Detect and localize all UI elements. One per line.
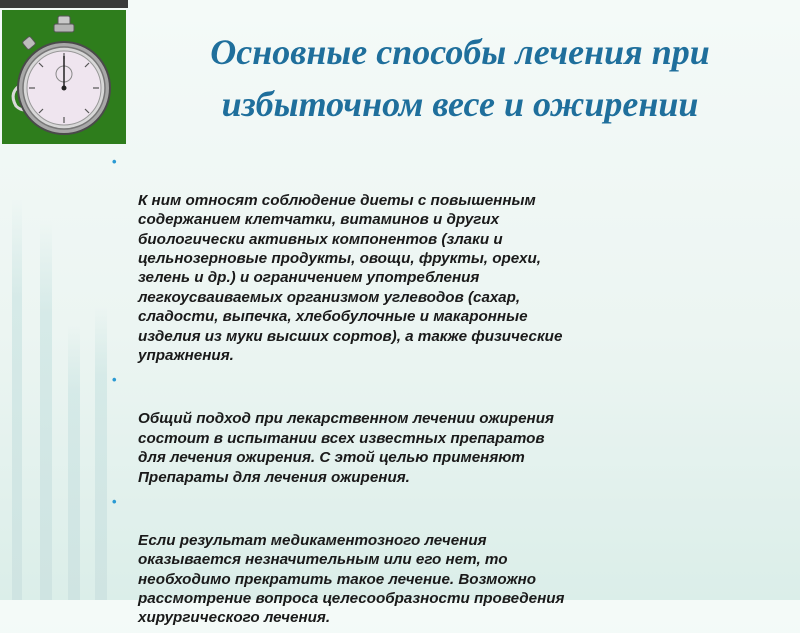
slide-title-line-2: избыточном весе и ожирении: [221, 84, 699, 124]
list-item: [112, 492, 782, 628]
stopwatch-logo: [2, 10, 126, 144]
bullet-marker: •: [112, 493, 117, 509]
list-item: [112, 152, 782, 365]
decorative-bar: [12, 198, 22, 600]
corner-band: [0, 0, 128, 8]
bullet-marker: •: [112, 154, 117, 169]
bullet-list: [112, 152, 782, 633]
decorative-bar: [68, 325, 80, 600]
decorative-bars: [0, 160, 130, 600]
decorative-bar: [40, 220, 52, 600]
bullet-marker: •: [112, 372, 117, 388]
list-item-text: Если результат медикаментозного лечения оказывается незначительным или его нет, то необходимо прекратить такое лечение. Возможно рассмотрение вопроса целесообразности проведения хирургического лечения.: [138, 531, 565, 627]
list-item-text: К ним относят соблюдение диеты с повышенным содержанием клетчатки, витаминов и других биологически активных компонентов (злаки и цельнозерновые продукты, овощи, фрукты, орехи, зелень и др.) и ограничением употребления легкоусваиваемых организмом углеводов (сахар, сладости, выпечка, хлебобулочные и макаронные изделия из муки высших сортов), а также физические упражнения.: [138, 191, 563, 365]
slide-title-line-1: Основные способы лечения при: [210, 32, 710, 72]
list-item-text: Общий подход при лекарственном лечении ожирения состоит в испытании всех известных препаратов для лечения ожирения. С этой целью применяют Препараты для лечения ожирения.: [138, 410, 554, 486]
decorative-bar: [95, 305, 107, 600]
slide-title: [130, 26, 790, 130]
stopwatch-icon: [2, 10, 126, 144]
list-item: [112, 370, 782, 486]
